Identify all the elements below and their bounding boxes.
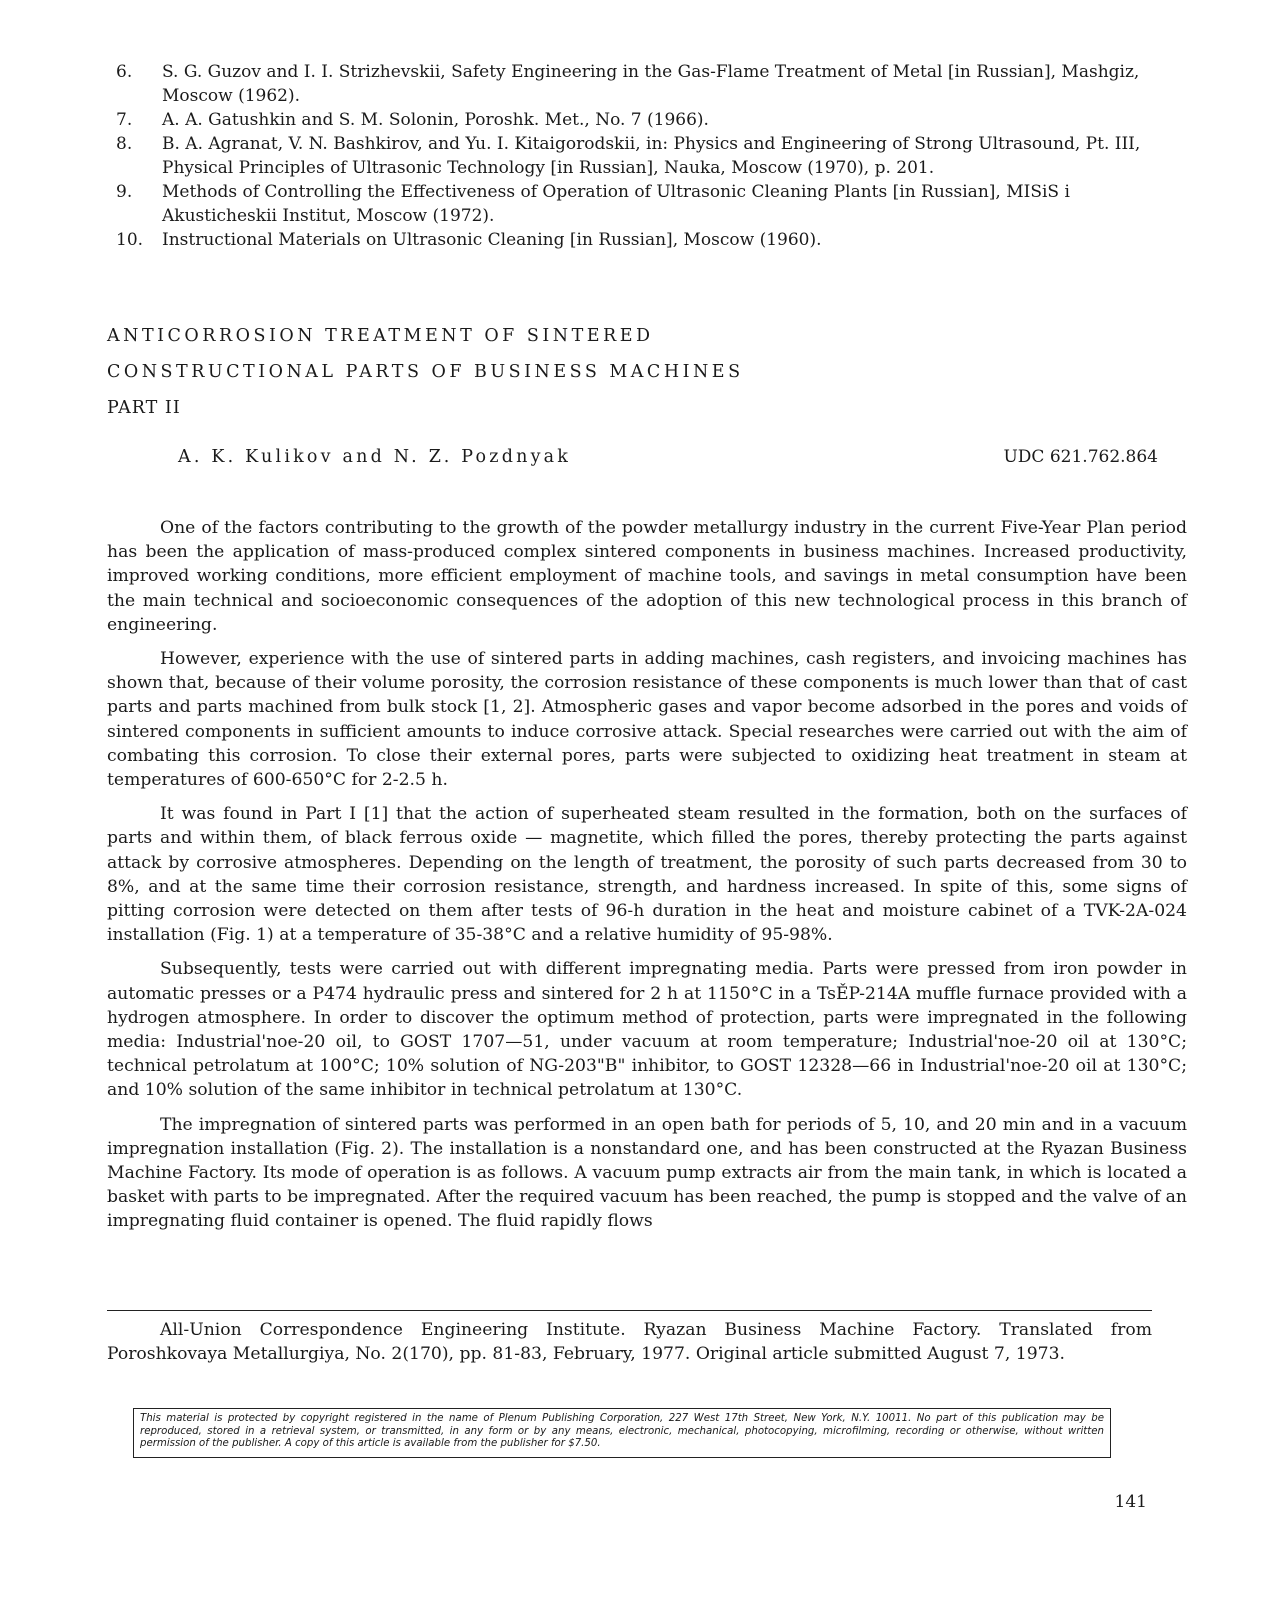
- footnote-text: All-Union Correspondence Engineering Institute. Ryazan Business Machine Factory. Translated from Poroshkovaya Metallurgiya, No. 2(170), pp. 81-83, February, 1977. Original article submitted August 7, 1973.: [107, 1320, 1152, 1365]
- body-paragraph: However, experience with the use of sintered parts in adding machines, cash registers, and invoicing machines has shown that, because of their volume porosity, the corrosion resistance of these components is much lower than that of cast parts and parts machined from bulk stock [1, 2]. Atmospheric gases and vapor become adsorbed in the pores and voids of sintered components in sufficient amounts to induce corrosive attack. Special researches were carried out with the aim of combating this corrosion. To close their external pores, parts were subjected to oxidizing heat treatment in steam at temperatures of 600-650°C for 2-2.5 h.: [107, 649, 1187, 791]
- reference-text: S. G. Guzov and I. I. Strizhevskii, Safety Engineering in the Gas-Flame Treatment of Metal [in Russian], Mashgiz, Moscow (1962).: [162, 62, 1140, 106]
- reference-item: [110, 132, 1170, 180]
- reference-number: 8.: [116, 134, 133, 154]
- body-paragraph: One of the factors contributing to the growth of the powder metallurgy industry in the current Five-Year Plan period has been the application of mass-produced complex sintered components in business machines. Increased productivity, improved working conditions, more efficient employment of machine tools, and savings in metal consumption have been the main technical and socioeconomic consequences of the adoption of this new technological process in this branch of engineering.: [107, 518, 1187, 635]
- reference-text: Methods of Controlling the Effectiveness of Operation of Ultrasonic Cleaning Plants [in Russian], MISiS i Akusticheskii Institut, Moscow (1972).: [162, 182, 1070, 226]
- body-paragraph: Subsequently, tests were carried out with different impregnating media. Parts were pressed from iron powder in automatic presses or a P474 hydraulic press and sintered for 2 h at 1150°C in a TsĚP-214A muffle furnace provided with a hydrogen atmosphere. In order to discover the optimum method of protection, parts were impregnated in the following media: Industrial'noe-20 oil, to GOST 1707—51, under vacuum at room temperature; Industrial'noe-20 oil at 130°C; technical petrolatum at 100°C; 10% solution of NG-203"B" inhibitor, to GOST 12328—66 in Industrial'noe-20 oil at 130°C; and 10% solution of the same inhibitor in technical petrolatum at 130°C.: [107, 959, 1187, 1101]
- reference-text: A. A. Gatushkin and S. M. Solonin, Poroshk. Met., No. 7 (1966).: [162, 110, 709, 130]
- body-paragraph: The impregnation of sintered parts was performed in an open bath for periods of 5, 10, and 20 min and in a vacuum impregnation installation (Fig. 2). The installation is a nonstandard one, and has been constructed at the Ryazan Business Machine Factory. Its mode of operation is as follows. A vacuum pump extracts air from the main tank, in which is located a basket with parts to be impregnated. After the required vacuum has been reached, the pump is stopped and the valve of an impregnating fluid container is opened. The fluid rapidly flows: [107, 1114, 1187, 1232]
- reference-list: [110, 60, 1170, 252]
- reference-item: [110, 108, 1170, 132]
- footnote-divider: [107, 1310, 1152, 1311]
- reference-text: Instructional Materials on Ultrasonic Cleaning [in Russian], Moscow (1960).: [162, 230, 822, 250]
- reference-number: 6.: [116, 62, 133, 82]
- udc-code: UDC 621.762.864: [1003, 447, 1158, 467]
- article-title-line-1: ANTICORROSION TREATMENT OF SINTERED: [107, 326, 654, 346]
- reference-item: [110, 60, 1170, 108]
- reference-number: 7.: [116, 110, 133, 130]
- article-title-part: PART II: [107, 398, 181, 418]
- copyright-notice: This material is protected by copyright registered in the name of Plenum Publishing Corporation, 227 West 17th Street, New York, N.Y. 10011. No part of this publication may be reproduced, stored in a retrieval system, or transmitted, in any form or by any means, electronic, mechanical, photocopying, microfilming, recording or otherwise, without written permission of the publisher. A copy of this article is available from the publisher for $7.50.: [133, 1408, 1111, 1458]
- reference-number: 10.: [116, 230, 144, 250]
- reference-number: 9.: [116, 182, 133, 202]
- reference-item: [110, 180, 1170, 228]
- article-authors: A. K. Kulikov and N. Z. Pozdnyak: [178, 447, 572, 467]
- body-paragraph: It was found in Part I [1] that the action of superheated steam resulted in the formation, both on the surfaces of parts and within them, of black ferrous oxide — magnetite, which filled the pores, thereby protecting the parts against attack by corrosive atmospheres. Depending on the length of treatment, the porosity of such parts decreased from 30 to 8%, and at the same time their corrosion resistance, strength, and hardness increased. In spite of this, some signs of pitting corrosion were detected on them after tests of 96-h duration in the heat and moisture cabinet of a TVK-2A-024 installation (Fig. 1) at a temperature of 35-38°C and a relative humidity of 95-98%.: [107, 804, 1187, 946]
- page-number: 141: [1114, 1492, 1147, 1512]
- reference-item: [110, 228, 1170, 252]
- article-body: [107, 516, 1187, 1244]
- article-title-line-2: CONSTRUCTIONAL PARTS OF BUSINESS MACHINES: [107, 362, 744, 382]
- footnote: [107, 1318, 1152, 1366]
- reference-text: B. A. Agranat, V. N. Bashkirov, and Yu. I. Kitaigorodskii, in: Physics and Engineering of Strong Ultrasound, Pt. III, Physical Principles of Ultrasonic Technology [in Russian], Nauka, Moscow (1970), p. 201.: [162, 134, 1141, 178]
